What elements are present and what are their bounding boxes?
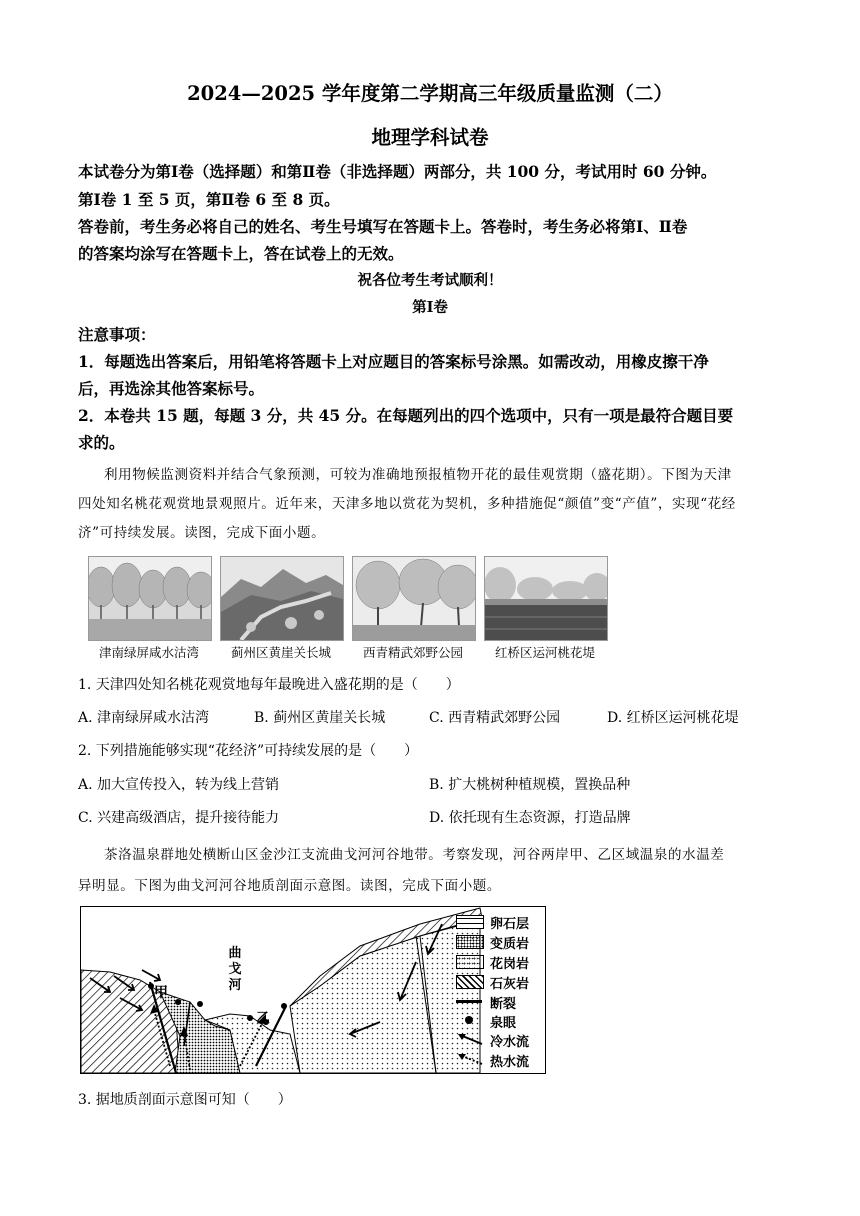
note-1a: 1．每题选出答案后，用铅笔将答题卡上对应题目的答案标号涂黑。如需改动，用橡皮擦干净: [78, 352, 709, 371]
q1-option-d[interactable]: D. 红桥区运河桃花堤: [607, 710, 739, 726]
canal-photo: [484, 556, 608, 641]
park-trees-photo: [352, 556, 476, 641]
granite-swatch: [456, 955, 484, 969]
great-wall-photo: [220, 556, 344, 641]
limestone-swatch: [456, 975, 484, 989]
photo-caption-3: 西青精武郊野公园: [362, 645, 463, 660]
intro-line-2: 第Ⅰ卷 1 至 5 页，第Ⅱ卷 6 至 8 页。: [78, 190, 340, 209]
hot-flow-arrow-icon: [456, 1052, 484, 1066]
notes-heading: 注意事项：: [78, 325, 156, 344]
cold-flow-arrow-icon: [456, 1032, 484, 1046]
exam-subtitle: 地理学科试卷: [371, 126, 489, 149]
q2-stem: 2. 下列措施能够实现“花经济”可持续发展的是（ ）: [78, 743, 419, 759]
q1-option-a[interactable]: A. 津南绿屏咸水沽湾: [78, 710, 210, 726]
note-1b: 后，再选涂其他答案标号。: [78, 379, 265, 398]
note-2b: 求的。: [78, 433, 125, 452]
exam-title: 2024—2025 学年度第二学期高三年级质量监测（二）: [187, 82, 673, 105]
photo-caption-1: 津南绿屏咸水沽湾: [98, 645, 199, 660]
part-heading: 第Ⅰ卷: [412, 299, 448, 316]
label-yi: 乙: [256, 1011, 270, 1027]
passage1-line-1: 利用物候监测资料并结合气象预测，可较为准确地预报植物开花的最佳观赏期（盛花期）。下图为天津: [104, 467, 732, 483]
q1-option-b[interactable]: B. 蓟州区黄崖关长城: [254, 710, 386, 726]
passage2-line-1: 茶洛温泉群地处横断山区金沙江支流曲戈河河谷地带。考察发现，河谷两岸甲、乙区域温泉的水温差: [104, 847, 725, 863]
q2-option-c[interactable]: C. 兴建高级酒店，提升接待能力: [78, 810, 280, 826]
pebble-layer-swatch: [456, 915, 484, 929]
fault-line-swatch: [456, 1000, 482, 1003]
river-label: 曲 戈 河: [228, 946, 242, 993]
photo-caption-2: 蓟州区黄崖关长城: [230, 645, 331, 660]
intro-line-3: 答卷前，考生务必将自己的姓名、考生号填写在答题卡上。答卷时，考生务必将第Ⅰ、Ⅱ卷: [78, 217, 688, 236]
orchard-photo: [88, 556, 212, 641]
label-jia: 甲: [154, 985, 168, 1001]
q2-option-b[interactable]: B. 扩大桃树种植规模，置换品种: [429, 777, 631, 793]
diagram-legend: 卵石层 变质岩 花岗岩 石灰岩 断裂 泉眼 冷水流 热水流: [456, 913, 556, 1073]
intro-line-1: 本试卷分为第Ⅰ卷（选择题）和第Ⅱ卷（非选择题）两部分，共 100 分，考试用时 60 分钟。: [78, 162, 717, 181]
passage1-line-3: 济”可持续发展。读图，完成下面小题。: [78, 525, 326, 541]
metamorphic-swatch: [456, 935, 484, 949]
q2-option-a[interactable]: A. 加大宣传投入，转为线上营销: [78, 777, 280, 793]
q1-stem: 1. 天津四处知名桃花观赏地每年最晚进入盛花期的是（ ）: [78, 677, 460, 693]
q1-option-c[interactable]: C. 西青精武郊野公园: [429, 710, 561, 726]
passage1-line-2: 四处知名桃花观赏地景观照片。近年来，天津多地以赏花为契机，多种措施促“颜值”变“产值”，实现“花经: [78, 496, 736, 512]
q2-option-d[interactable]: D. 依托现有生态资源，打造品牌: [429, 810, 631, 826]
wish-line: 祝各位考生考试顺利！: [357, 272, 503, 289]
intro-line-4: 的答案均涂写在答题卡上，答在试卷上的无效。: [78, 244, 404, 263]
note-2a: 2．本卷共 15 题，每题 3 分，共 45 分。在每题列出的四个选项中，只有一项是最符合题目要: [78, 406, 734, 425]
q3-stem: 3. 据地质剖面示意图可知（ ）: [78, 1092, 292, 1108]
passage2-line-2: 异明显。下图为曲戈河河谷地质剖面示意图。读图，完成下面小题。: [78, 878, 501, 894]
photo-caption-4: 红桥区运河桃花堤: [494, 645, 595, 660]
spring-icon: [465, 1016, 473, 1024]
